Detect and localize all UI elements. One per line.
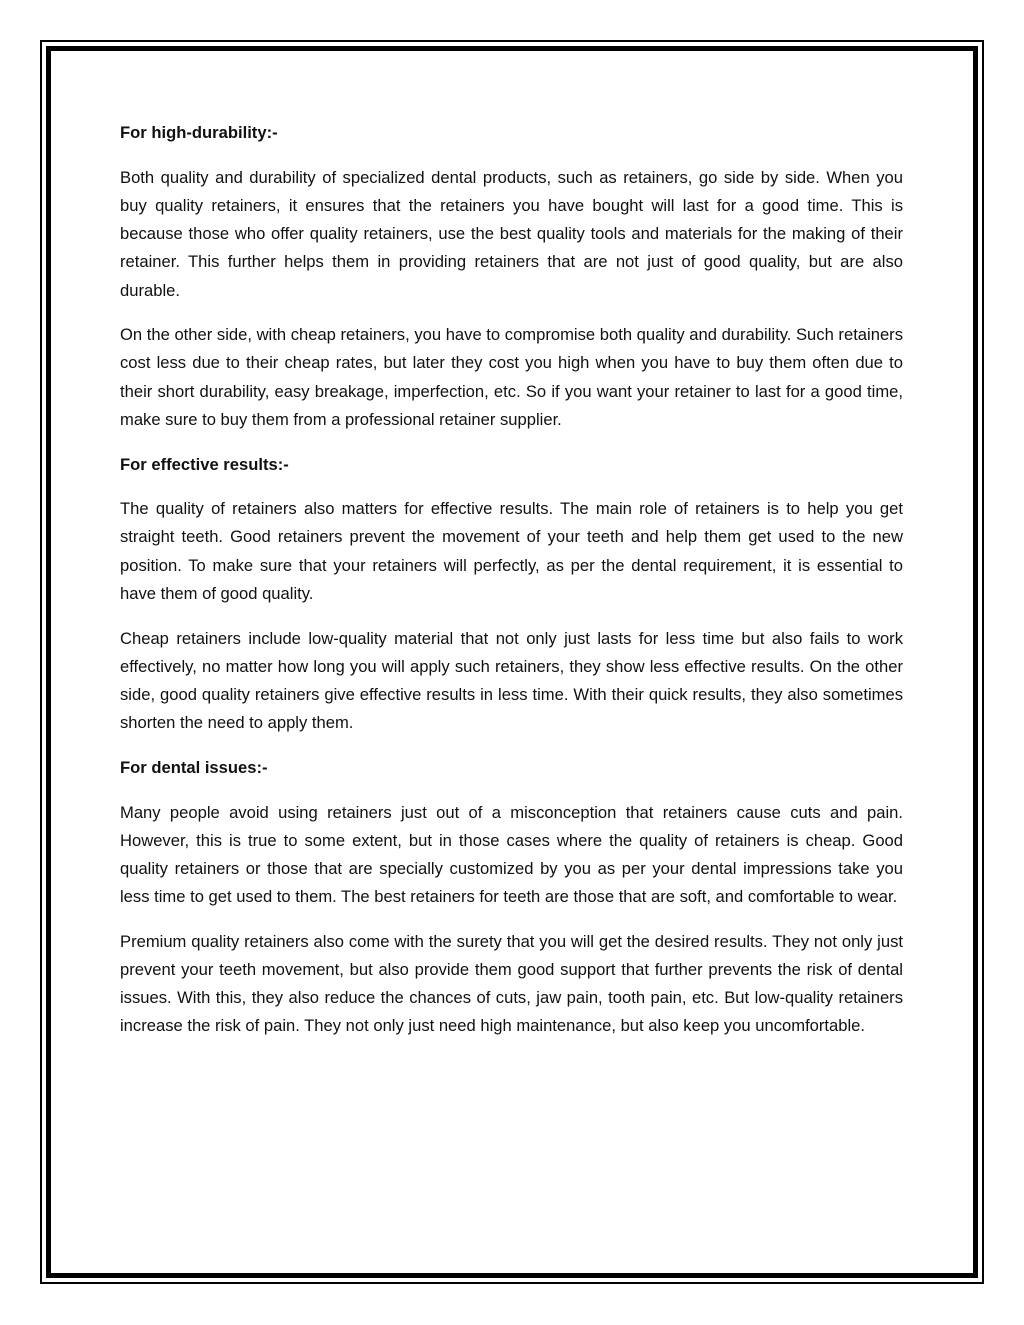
section-heading-durability: For high-durability:- [120, 123, 278, 142]
paragraph: Cheap retainers include low-quality material that not only just lasts for less time but also fails to work effectively, no matter how long you will apply such retainers, they show less effective results. On the other side, good quality retainers give effective results in less time. With their quick results, they also sometimes shorten the need to apply them. [120, 628, 903, 733]
paragraph: On the other side, with cheap retainers, you have to compromise both quality and durability. Such retainers cost less due to their cheap rates, but later they cost you high when you have to buy them often due to their short durability, easy breakage, imperfection, etc. So if you want your retainer to last for a good time, make sure to buy them from a professional retainer supplier. [120, 325, 903, 429]
document-body [120, 119, 903, 1057]
paragraph: The quality of retainers also matters for effective results. The main role of retainers is to help you get straight teeth. Good retainers prevent the movement of your teeth and help them get used to the new position. To make sure that your retainers will perfectly, as per the dental requirement, it is essential to have them of good quality. [120, 499, 903, 603]
section-heading-effective-results: For effective results:- [120, 454, 289, 474]
section-heading-dental-issues: For dental issues:- [120, 757, 268, 777]
paragraph: Both quality and durability of specialized dental products, such as retainers, go side by side. When you buy quality retainers, it ensures that the retainers you have bought will last for a good time. This is because those who offer quality retainers, use the best quality tools and materials for the making of their retainer. This further helps them in providing retainers that are not just of good quality, but are also durable. [120, 167, 903, 300]
paragraph: Many people avoid using retainers just out of a misconception that retainers cause cuts and pain. However, this is true to some extent, but in those cases where the quality of retainers is cheap. Good quality retainers or those that are specially customized by you as per your dental impressions take you less time to get used to them. The best retainers for teeth are those that are soft, and comfortable to wear. [120, 802, 903, 907]
paragraph: Premium quality retainers also come with the surety that you will get the desired results. They not only just prevent your teeth movement, but also provide them good support that further prevents the risk of dental issues. With this, they also reduce the chances of cuts, jaw pain, tooth pain, etc. But low-quality retainers increase the risk of pain. They not only just need high maintenance, but also keep you uncomfortable. [120, 931, 903, 1036]
